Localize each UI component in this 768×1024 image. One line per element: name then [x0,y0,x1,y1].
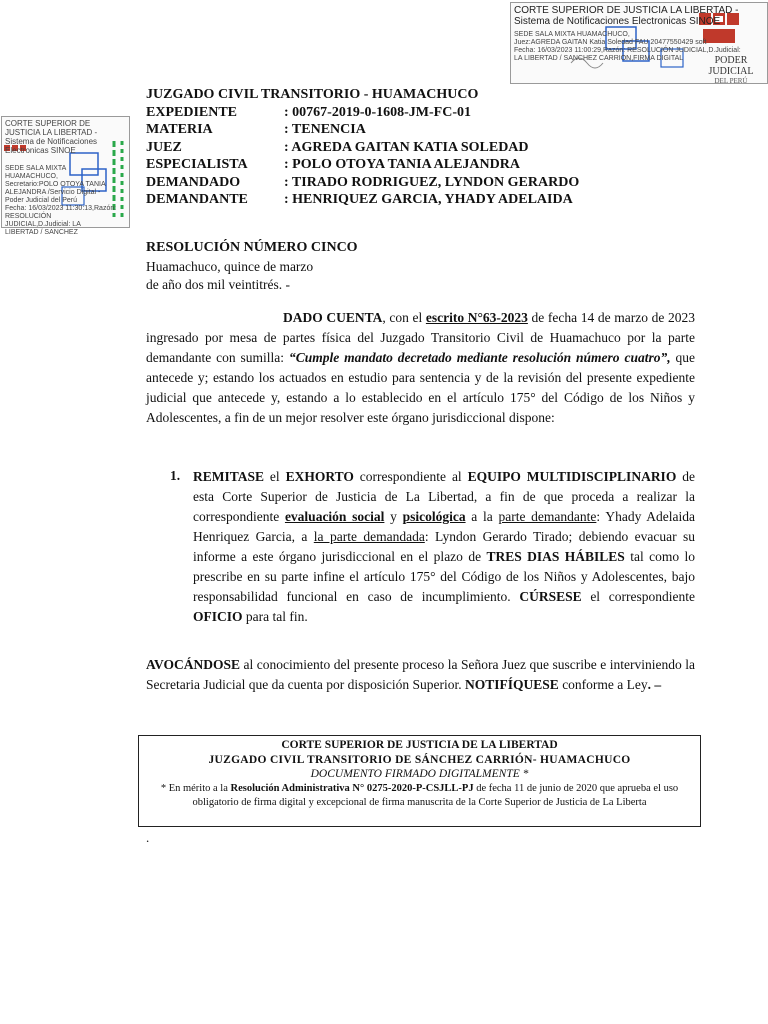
footer-signed-note: DOCUMENTO FIRMADO DIGITALMENTE * [310,768,529,780]
header-row-expediente [146,104,666,122]
header-label: EXPEDIENTE [146,104,238,120]
resolution-place-date [146,258,446,293]
item-remitase [193,467,695,627]
text: * En mérito a la [160,782,231,794]
underlined-text: la parte demandada [313,529,425,544]
stamp-title: CORTE SUPERIOR DE JUSTICIA LA LIBERTAD - Sistema de Notificaciones Electronicas SINOE [514,5,739,27]
text: y [384,509,403,524]
text: de fecha 14 de marzo de 2023 ingresado por mesa de partes física del Juzgado Transitorio Civil de Huamachuco por la parte demandante con sumilla: [146,310,695,365]
footer-legal-note [139,782,700,810]
header-value: : 00767-2019-0-1608-JM-FC-01 [284,104,472,120]
bold-text: EQUIPO MULTIDISCIPLINARIO [467,469,677,484]
text: de fecha 11 de junio de 2020 que aprueba el uso obligatorio de firma digital y excepcional de firma manuscrita de la Corte Superior de Justicia de La Liberta [192,782,679,808]
trailing-dot: . [146,830,150,845]
header-label: MATERIA [146,122,213,137]
text: el [264,469,286,484]
text: a la [465,509,499,524]
text: . – [647,677,662,692]
text: tal como lo prescribe en su parte infine el artículo 175° del Código de los Niños y Adolescentes, bajo responsabilidad funcional en caso de incumplimiento. [193,549,695,604]
court-name: JUZGADO CIVIL TRANSITORIO - HUAMACHUCO [146,87,479,102]
header-row-demandante [146,191,666,209]
text: : Yhady Adelaida Henriquez Garcia, a [193,509,696,544]
text: : Lyndon Gerardo Tirado; debiendo evacuar su informe a este órgano jurisdiccional en el plazo de [193,529,695,564]
header-label: JUEZ [146,139,182,155]
stamp-line: Secretario:POLO OTOYA TANIA [5,181,106,188]
text: de esta Corte Superior de Justicia de La Libertad, a fin de que proceda a realizar la correspondiente [193,469,695,524]
text: el correspondiente [581,589,695,604]
header-value: : HENRIQUEZ GARCIA, YHADY ADELAIDA [284,192,573,207]
header-label: DEMANDANTE [146,192,248,207]
header-value: : AGREDA GAITAN KATIA SOLEDAD [284,139,529,155]
stamp-line: SEDE SALA MIXTA HUAMACHUCO, [514,31,630,38]
header-label: ESPECIALISTA [146,157,248,172]
header-row-juez [146,139,666,157]
bold-text: escrito N°63-2023 [425,310,528,325]
text: para tal fin. [242,609,308,624]
header-label: DEMANDADO [146,174,241,190]
underlined-text: parte demandante [498,509,597,524]
digital-signature-stamp-secretary [1,116,130,236]
paragraph-avocandose [146,655,695,695]
bold-text: NOTIFÍQUESE [465,677,559,692]
stamp-line: Juez:AGREDA GAITAN Katia Soledad FAU 20477550429 soft [514,39,707,46]
bold-text: psicológica [402,509,466,524]
header-row-especialista [146,156,666,174]
header-value: : TENENCIA [284,122,366,137]
case-header [146,86,666,209]
bold-text: AVOCÁNDOSE [146,657,240,672]
text: al conocimiento del presente proceso la Señora Juez que suscribe e interviniendo la Secretaria Judicial que da cuenta por disposición Superior. [146,657,695,692]
text: que antecede y; estando los actuados en estudio para sentencia y de la revisión del presente expediente judicial que antecede y, estando a lo establecido en el artículo 175° del Código de los Niños y Adolescentes, a fin de un mejor resolver este órgano jurisdiccional dispone: [146,350,695,425]
bold-text: evaluación social [284,509,385,524]
stamp-line: LA LIBERTAD / SANCHEZ CARRION,FIRMA DIGITAL [514,55,684,62]
header-value: : POLO OTOYA TANIA ALEJANDRA [284,157,520,172]
bold-text: DADO CUENTA [283,310,383,325]
stamp-line: LIBERTAD / SANCHEZ [5,229,78,236]
bold-text: REMITASE [193,469,265,484]
stamp-line: SEDE SALA MIXTA [5,165,67,172]
footer-juzgado: JUZGADO CIVIL TRANSITORIO DE SÁNCHEZ CARRIÓN- HUAMACHUCO [208,753,631,766]
text: conforme a Ley [558,677,648,692]
bold-text: Resolución Administrativa N° 0275-2020-P-CSJLL-PJ [230,782,474,794]
place-line: de año dos mil veintitrés. - [146,276,290,292]
header-value: : TIRADO RODRIGUEZ, LYNDON GERARDO [284,174,580,190]
stamp-line: ALEJANDRA /Servicio Digital - [5,189,101,196]
bold-text: TRES DIAS HÁBILES [486,549,625,564]
stamp-line: HUAMACHUCO, [5,173,58,180]
footer-court: CORTE SUPERIOR DE JUSTICIA DE LA LIBERTAD [281,739,558,751]
paragraph-dado-cuenta [146,308,695,428]
stamp-line: RESOLUCIÓN [5,213,52,220]
pj-logo-text: PODER JUDICIAL [708,55,754,77]
resolution-title: RESOLUCIÓN NÚMERO CINCO [146,240,358,255]
header-row-materia [146,121,666,139]
stamp-line: JUDICIAL,D.Judicial: LA [5,221,81,228]
text: , con el [382,310,426,325]
bold-text: EXHORTO [285,469,354,484]
stamp-line: Fecha: 16/03/2023 11:30:13,Razón: [5,205,117,212]
stamp-line: Poder Judicial del Perú [5,197,77,204]
text: correspondiente al [353,469,468,484]
stamp-title: CORTE SUPERIOR DE JUSTICIA LA LIBERTAD - Sistema de Notificaciones Electronicas SINOE [5,119,98,155]
digital-signature-notice-box [138,735,701,827]
bold-text: CÚRSESE [519,589,582,604]
place-line: Huamachuco, quince de marzo [146,259,314,274]
sumilla-text: “Cumple mandato decretado mediante resolución número cuatro”, [288,350,671,365]
pj-logo-sub: DEL PERÚ [714,77,748,85]
header-row-demandado [146,174,666,192]
bold-text: OFICIO [193,609,243,624]
item-number: 1. [170,468,181,483]
stamp-line: Fecha: 16/03/2023 11:00:29,Razón: RESOLUCIÓN JUDICIAL,D.Judicial: [514,47,741,54]
digital-signature-stamp-judge [510,2,768,84]
